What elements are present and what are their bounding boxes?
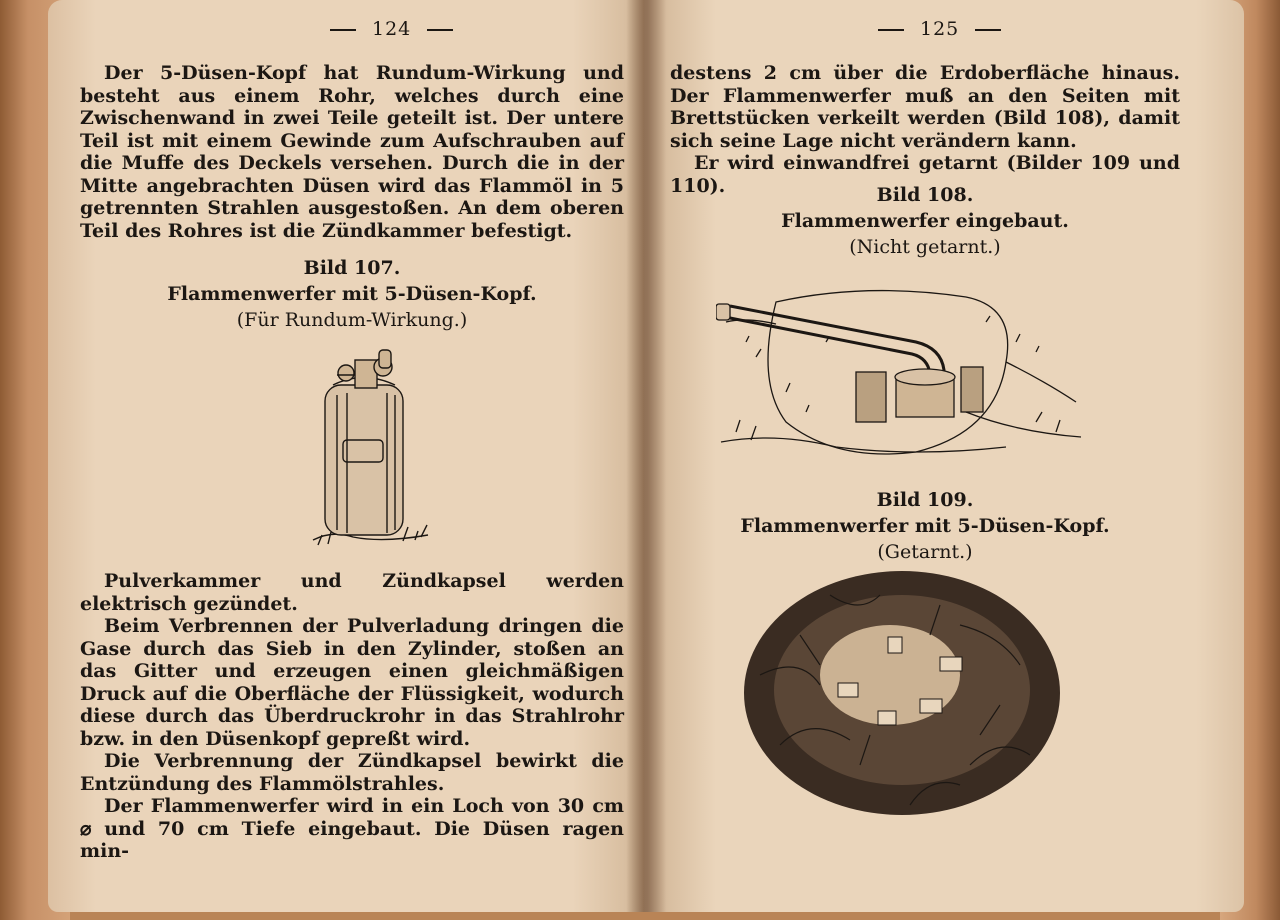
left-para5-text: Der Flammenwerfer wird in ein Loch von 30 cm ⌀ und 70 cm Tiefe eingebaut. Die Düsen ragen min- [80,795,624,862]
figure-109-title: Flammenwerfer mit 5-Düsen-Kopf. [740,515,1110,537]
figure-109-caption [670,487,1180,565]
figure-107-caption [80,255,624,333]
figure-109-subtitle: (Getarnt.) [877,541,973,563]
dash-right [427,29,453,31]
right-paragraph-block [670,62,1180,197]
figure-108-subtitle: (Nicht getarnt.) [849,236,1001,258]
right-para1-text: destens 2 cm über die Erdoberfläche hinaus. Der Flammenwerfer muß an den Seiten mit Brettstücken verkeilt werden (Bild 108), damit sich seine Lage nicht verändern kann. [670,62,1180,152]
left-page [48,0,644,912]
figure-108-title: Flammenwerfer eingebaut. [781,210,1069,232]
left-para3-text: Beim Verbrennen der Pulverladung dringen die Gase durch das Sieb in den Zylinder, stoßen an das Gitter und erzeugen einen gleichmäßigen Druck auf die Oberfläche der Flüssigkeit, wodurch diese durch das Überdruckrohr in das Strahlrohr bzw. in den Düsenkopf gepreßt wird. [80,615,624,750]
left-page-number-value: 124 [372,18,412,40]
figure-109-camouflaged-flamethrower-illustration [740,565,1065,820]
left-para4-text: Die Verbrennung der Zündkapsel bewirkt die Entzündung des Flammölstrahles. [80,750,624,795]
right-para2-text: Er wird einwandfrei getarnt (Bilder 109 und 110). [670,152,1180,197]
dash-left [330,29,356,31]
right-page-number [862,18,1017,40]
dash-right [975,29,1001,31]
figure-108-installed-flamethrower-illustration [716,282,1086,467]
book-gutter [626,0,666,912]
right-page [644,0,1244,912]
left-paragraph-1 [80,62,624,242]
left-para2-text: Pulverkammer und Zündkapsel werden elektrisch gezündet. [80,570,624,615]
dash-left [878,29,904,31]
figure-107-subtitle: (Für Rundum-Wirkung.) [236,309,468,331]
figure-107-flamethrower-illustration [303,345,443,550]
figure-108-number: Bild 108. [876,184,974,206]
right-page-number-value: 125 [920,18,960,40]
figure-107-number: Bild 107. [303,257,401,279]
left-page-number [314,18,469,40]
figure-107-title: Flammenwerfer mit 5-Düsen-Kopf. [167,283,537,305]
figure-108-caption [670,182,1180,260]
left-para1-text: Der 5-Düsen-Kopf hat Rundum-Wirkung und besteht aus einem Rohr, welches durch eine Zwischenwand in zwei Teile geteilt ist. Der untere Teil ist mit einem Gewinde zum Aufschrauben auf die Muffe des Deckels versehen. Durch die in der Mitte angebrachten Düsen wird das Flammöl in 5 getrennten Strahlen ausgestoßen. An dem oberen Teil des Rohres ist die Zündkammer befestigt. [80,62,624,242]
figure-109-number: Bild 109. [876,489,974,511]
left-body-lower [80,570,624,863]
